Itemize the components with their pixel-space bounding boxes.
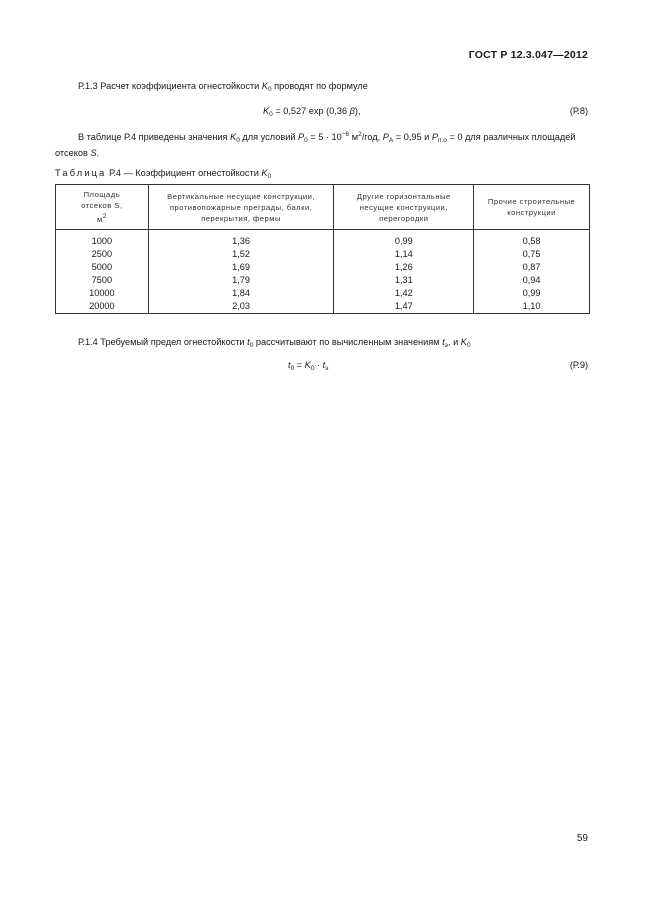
table-cell: 1,69 [148, 261, 334, 274]
table-cell: 1000 [56, 230, 149, 249]
table-row [56, 300, 590, 314]
table-cell: 1,47 [334, 300, 474, 314]
table-row [56, 287, 590, 300]
formula-p9-number: (Р.9) [569, 360, 588, 370]
header-other-structures: Прочие строительные конструкции [474, 185, 590, 230]
header-vertical-structures: Вертикальные несущие конструкции, противопожарные преграды, балки, перекрытия, фермы [148, 185, 334, 230]
table-body [56, 230, 590, 314]
table-cell: 2500 [56, 248, 149, 261]
table-cell: 0,94 [474, 274, 590, 287]
table-cell: 5000 [56, 261, 149, 274]
fire-resistance-table [55, 184, 590, 314]
header-horizontal-structures: Другие горизонтальные несущие конструкции, перегородки [334, 185, 474, 230]
table-cell: 20000 [56, 300, 149, 314]
table-cell: 1,36 [148, 230, 334, 249]
table-header-row [56, 185, 590, 230]
table-caption: Таблица Р.4 — Коэффициент огнестойкости $K_0$ [55, 168, 272, 180]
table-cell: 1,84 [148, 287, 334, 300]
table-cell: 0,99 [474, 287, 590, 300]
table-row [56, 261, 590, 274]
table-row [56, 248, 590, 261]
document-header: ГОСТ Р 12.3.047—2012 [468, 49, 588, 61]
table-row [56, 274, 590, 287]
table-cell: 0,99 [334, 230, 474, 249]
table-cell: 1,26 [334, 261, 474, 274]
table-cell: 1,52 [148, 248, 334, 261]
table-cell: 1,31 [334, 274, 474, 287]
table-cell: 10000 [56, 287, 149, 300]
table-cell: 1,42 [334, 287, 474, 300]
table-intro-paragraph: В таблице Р.4 приведены значения $K_0$ для условий $P_0 = 5 \cdot 10^{-6}$ $м^2$/год, $P_A = 0,95$ и $P_{п.о} = 0$ для различных площадей отсеков S. [55, 131, 576, 158]
page-number: 59 [576, 833, 588, 844]
table-cell: 0,58 [474, 230, 590, 249]
table-cell: 7500 [56, 274, 149, 287]
formula-p8-number: (Р.8) [569, 106, 588, 116]
section-p13-heading: Р.1.3 Расчет коэффициента огнестойкости $K_0$ проводят по формуле [78, 81, 368, 93]
table-row [56, 230, 590, 249]
header-area: Площадь отсеков S, $м^2$ [56, 185, 149, 230]
table-cell: 0,75 [474, 248, 590, 261]
table-cell: 2,03 [148, 300, 334, 314]
formula-p9: $t_0 = K_0 \cdot t_э$ [288, 360, 329, 372]
section-p14-text: Р.1.4 Требуемый предел огнестойкости $t_0$ рассчитывают по вычисленным значениям $t_э$, и $K_0$ [78, 337, 471, 349]
formula-p8: $K_0 = 0,527$ exp (0,36 β), [263, 106, 361, 118]
table-cell: 1,14 [334, 248, 474, 261]
table-cell: 1,79 [148, 274, 334, 287]
table-cell: 1,10 [474, 300, 590, 314]
table-cell: 0,87 [474, 261, 590, 274]
